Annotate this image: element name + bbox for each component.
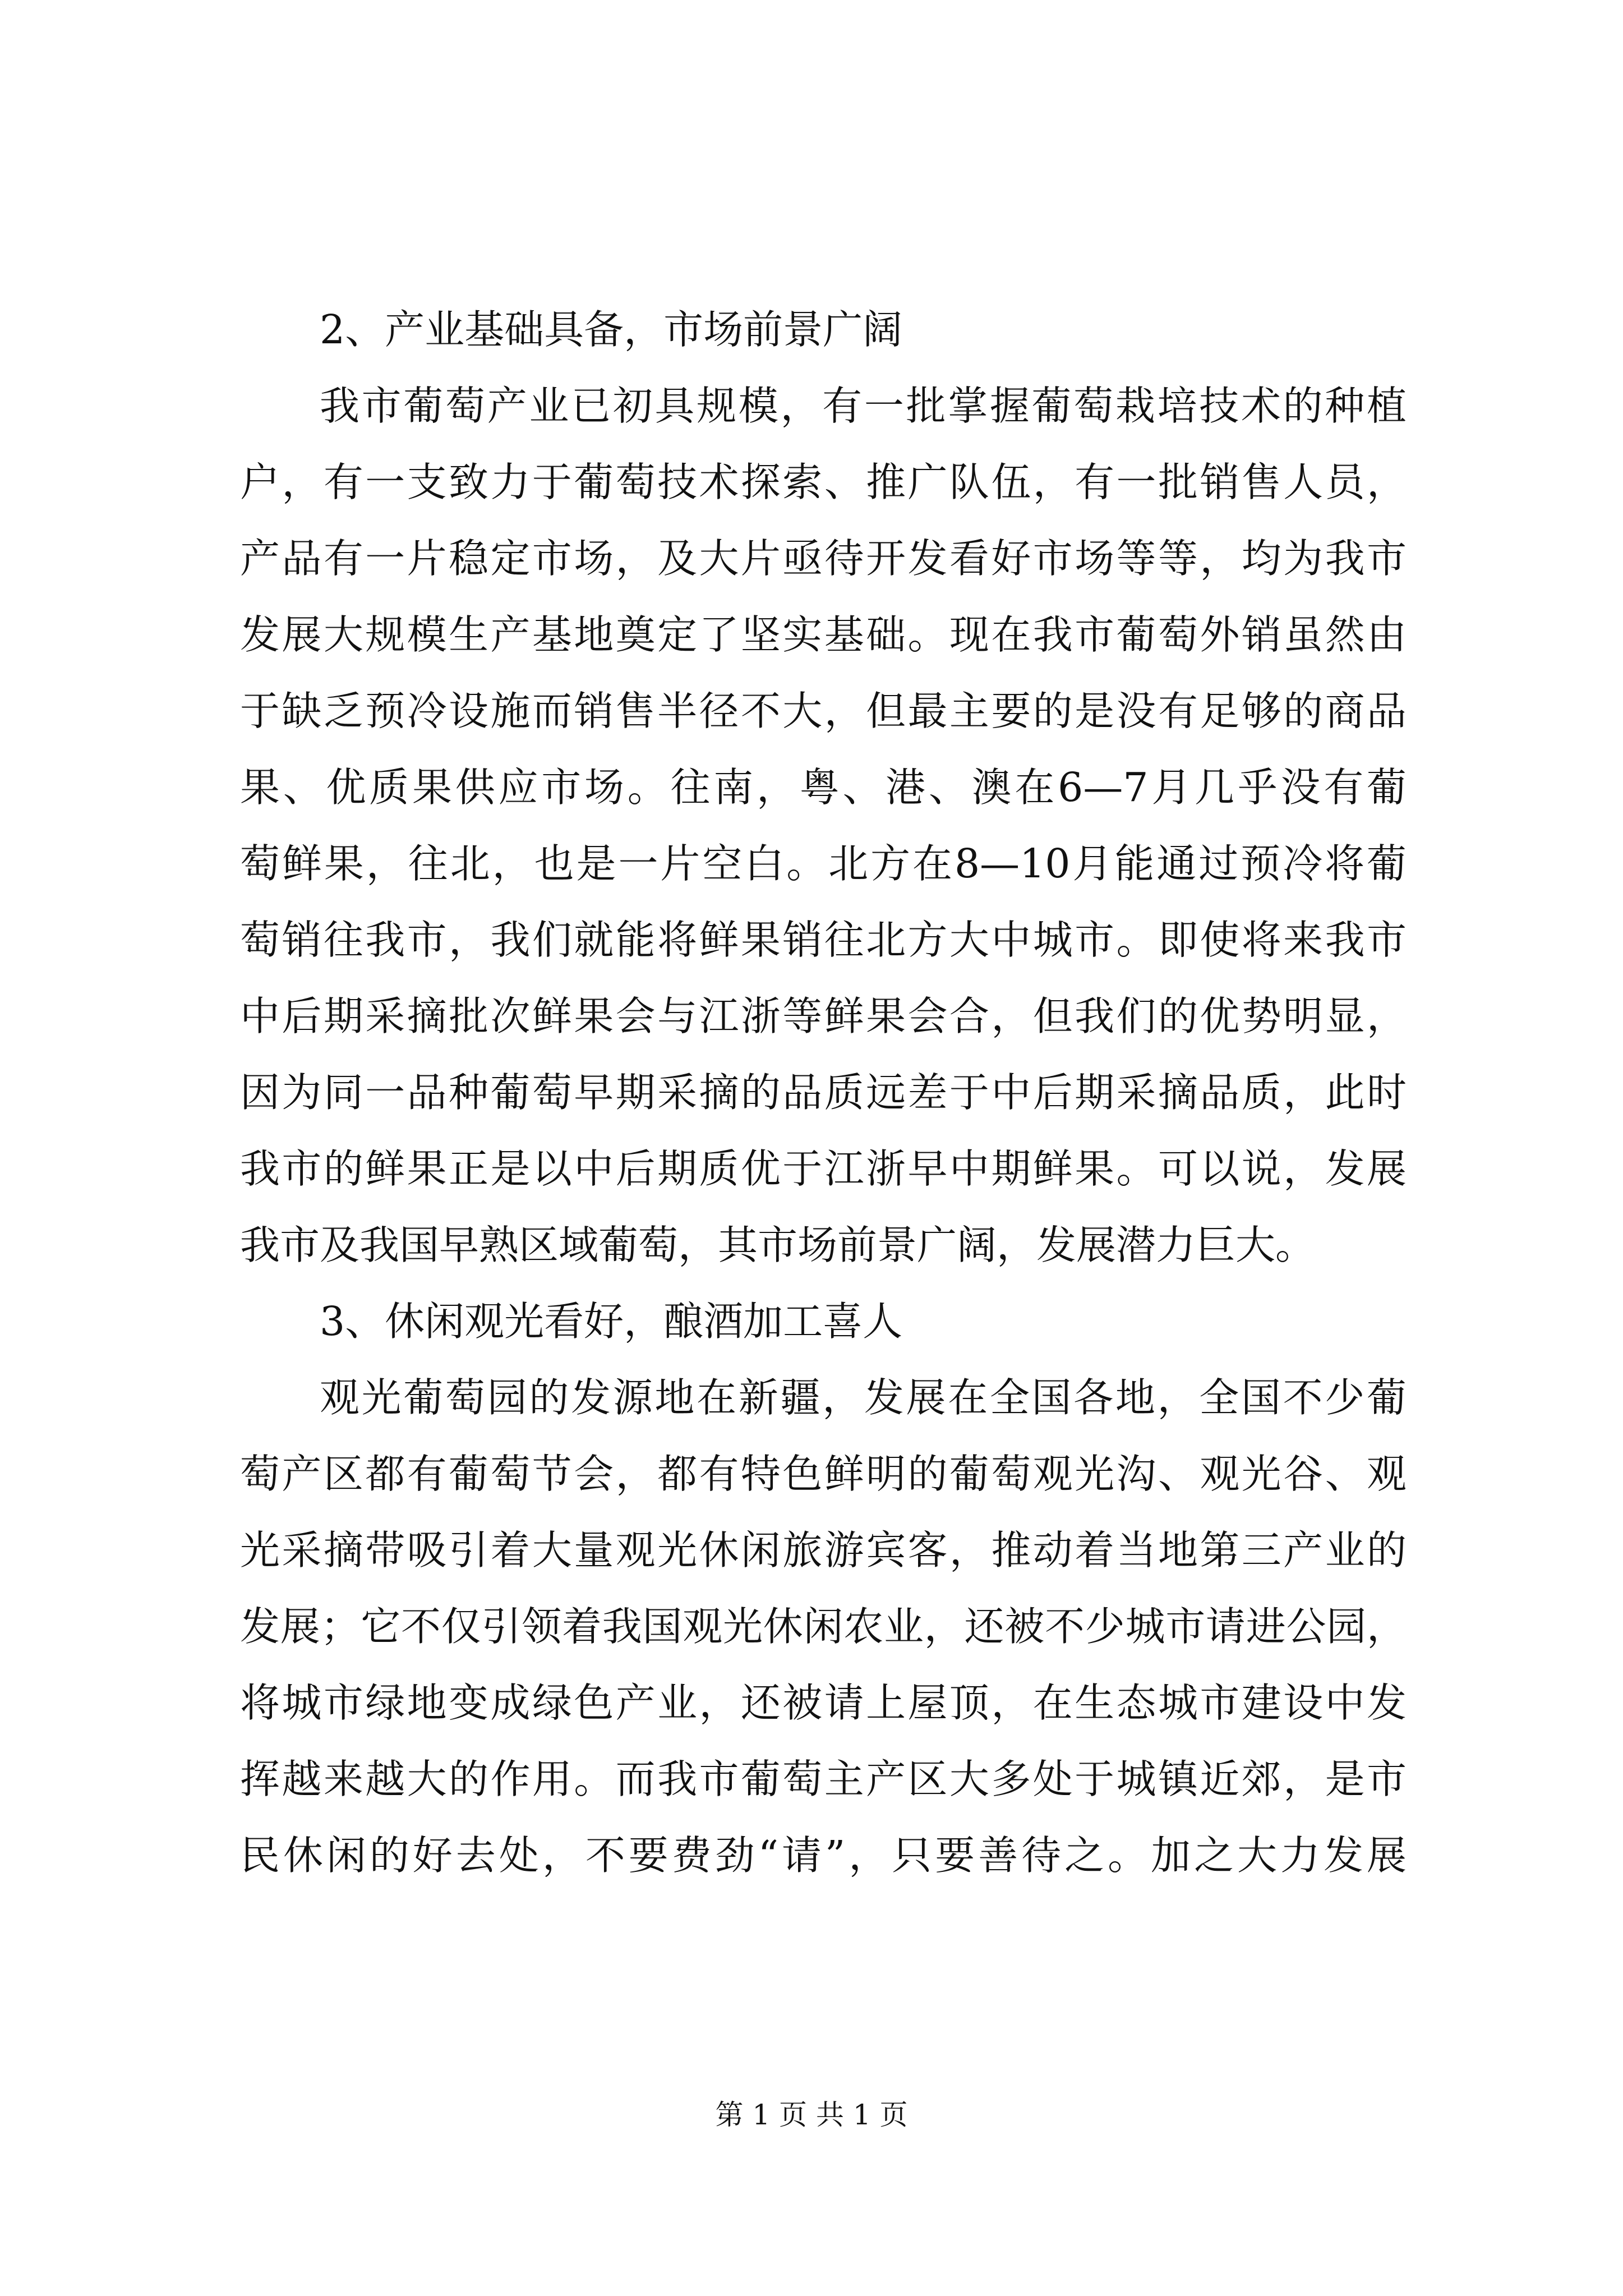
- section-heading-2: 2、产业基础具备，市场前景广阔: [320, 306, 903, 353]
- paragraph-line: 挥越来越大的作用。而我市葡萄主产区大多处于城镇近郊，是市: [240, 1756, 1407, 1802]
- paragraph-line: 中后期采摘批次鲜果会与江浙等鲜果会合，但我们的优势明显，: [240, 993, 1407, 1039]
- paragraph-line: 果、优质果供应市场。往南，粤、港、澳在6—7月几乎没有葡: [240, 764, 1407, 811]
- paragraph-line: 萄鲜果，往北，也是一片空白。北方在8—10月能通过预冷将葡: [240, 840, 1407, 887]
- page-footer: 第 1 页 共 1 页: [715, 2099, 908, 2131]
- paragraph-line: 发展；它不仅引领着我国观光休闲农业，还被不少城市请进公园，: [240, 1603, 1407, 1650]
- paragraph-line: 因为同一品种葡萄早期采摘的品质远差于中后期采摘品质，此时: [240, 1069, 1407, 1116]
- paragraph-line: 观光葡萄园的发源地在新疆，发展在全国各地，全国不少葡: [320, 1374, 1407, 1421]
- paragraph-line: 户，有一支致力于葡萄技术探索、推广队伍，有一批销售人员，: [240, 459, 1407, 505]
- paragraph-line: 光采摘带吸引着大量观光休闲旅游宾客，推动着当地第三产业的: [240, 1527, 1407, 1573]
- paragraph-line: 萄销往我市，我们就能将鲜果销往北方大中城市。即使将来我市: [240, 917, 1407, 963]
- paragraph-line: 萄产区都有葡萄节会，都有特色鲜明的葡萄观光沟、观光谷、观: [240, 1451, 1407, 1497]
- section-heading-3: 3、休闲观光看好，酿酒加工喜人: [320, 1298, 903, 1345]
- paragraph-line: 于缺乏预冷设施而销售半径不大，但最主要的是没有足够的商品: [240, 688, 1407, 734]
- paragraph-line: 发展大规模生产基地奠定了坚实基础。现在我市葡萄外销虽然由: [240, 611, 1407, 658]
- paragraph-line: 我市及我国早熟区域葡萄，其市场前景广阔，发展潜力巨大。: [240, 1222, 1316, 1268]
- paragraph-line: 民休闲的好去处，不要费劲“请”，只要善待之。加之大力发展: [240, 1832, 1407, 1879]
- paragraph-line: 我市葡萄产业已初具规模，有一批掌握葡萄栽培技术的种植: [320, 383, 1407, 429]
- paragraph-line: 产品有一片稳定市场，及大片亟待开发看好市场等等，均为我市: [240, 535, 1407, 582]
- paragraph-line: 将城市绿地变成绿色产业，还被请上屋顶，在生态城市建设中发: [240, 1680, 1407, 1726]
- paragraph-line: 我市的鲜果正是以中后期质优于江浙早中期鲜果。可以说，发展: [240, 1145, 1407, 1192]
- document-body: [240, 292, 1407, 1894]
